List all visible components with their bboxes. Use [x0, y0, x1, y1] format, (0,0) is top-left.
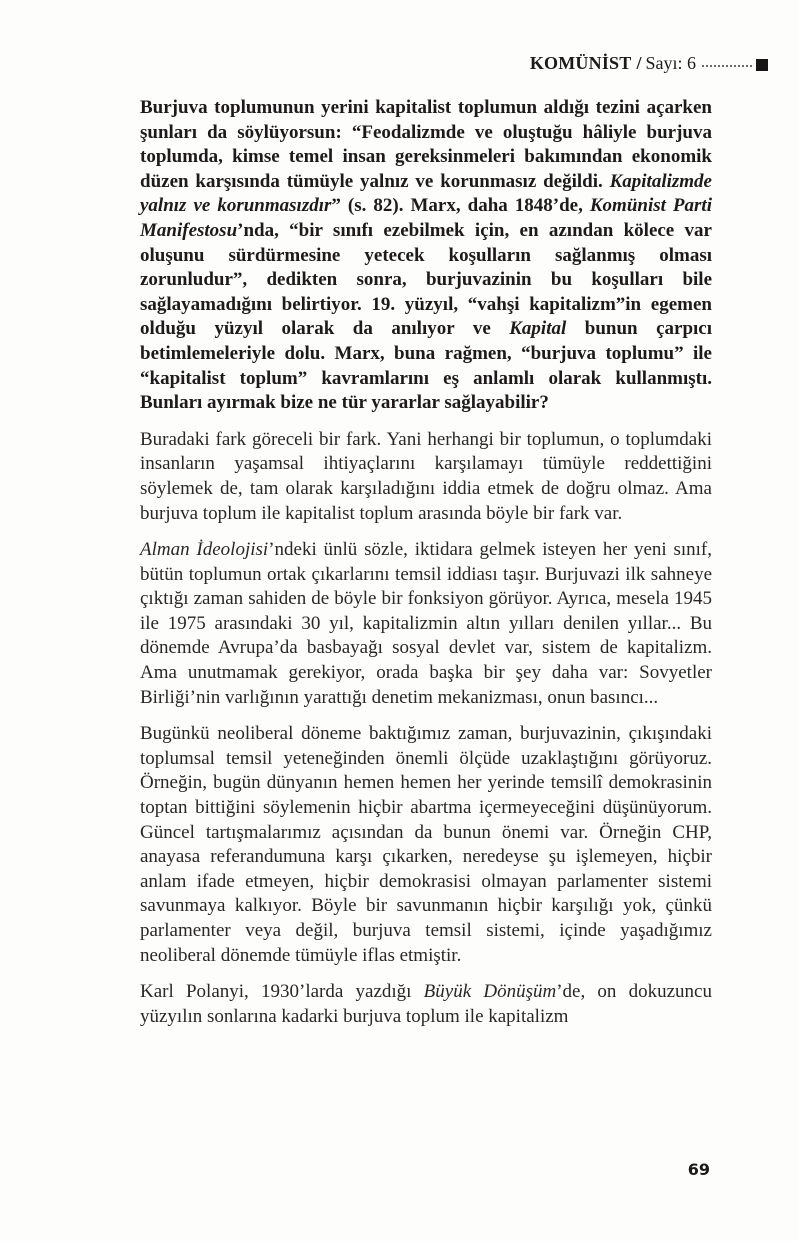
paragraph: [140, 538, 712, 710]
text-segment: ’de, on dokuzuncu yüzyılın sonlarına kadarki burjuva toplum ile kapitalizm: [140, 981, 712, 1027]
text-segment: bunun çarpıcı betimlemeleriyle dolu. Marx, buna rağmen, “burjuva toplumu” ile “kapitalist toplum” kavramlarını eş anlamlı olarak kullanmıştı. Bunları ayırmak bize ne tür yararlar sağlayabilir?: [140, 318, 713, 414]
text-segment: ” (s. 82). Marx, daha 1848’de,: [331, 195, 590, 217]
text-segment: Komünist Parti Manifestosu: [140, 195, 712, 241]
text-segment: Kapital: [509, 318, 567, 340]
text-segment: Bugünkü neoliberal döneme baktığımız zaman, burjuvazinin, çıkışındaki toplumsal temsil yeteneğinden önemli ölçüde uzaklaştığını görüyoruz. Örneğin, bugün dünyanın hemen hemen her yerinde temsilî demokrasinin toptan bittiğini söylemenin hiçbir abartma içermeyeceğini düşünüyorum. Güncel tartışmalarımız açısından da bunun önemi var. Örneğin CHP, anayasa referandumuna karşı çıkarken, neredeyse şu işlemeyen, hiçbir anlam ifade etmeyen, hiçbir demokrasisi olmayan parlamenter sistemi savunmaya kalkıyor. Böyle bir savunmanın hiçbir karşılığı yok, çünkü parlamenter veya değil, burjuva temsil sistemi, içinde yaşadığımız neoliberal dönemde tümüyle iflas etmiştir.: [140, 723, 712, 966]
text-segment: Buradaki fark göreceli bir fark. Yani herhangi bir toplumun, o toplumdaki insanların yaşamsal ihtiyaçlarını karşılamayı tümüyle reddettiğini söylemek de, tam olarak karşıladığını iddia etmek de doğru olmaz. Ama burjuva toplum ile kapitalist toplum arasında böyle bir fark var.: [140, 428, 712, 524]
black-square-icon: [756, 59, 768, 71]
text-segment: Karl Polanyi, 1930’larda yazdığı: [140, 981, 424, 1003]
text-segment: Kapitalizmde yalnız ve korunmasızdır: [140, 170, 712, 217]
text-segment: ’ndeki ünlü sözle, iktidara gelmek isteyen her yeni sınıf, bütün toplumun ortak çıkarlarını temsil iddiası taşır. Burjuvazi ilk sahneye çıktığı zaman sahiden de böyle bir fonksiyon görüyor. Ayrıca, mesela 1945 ile 1975 arasındaki 30 yıl, kapitalizmin altın yılları denilen yıllar... Bu dönemde Avrupa’da basbayağı sosyal devlet var, sistem de kapitalizm. Ama unutmamak gerekiyor, orada başka bir şey daha var: Sovyetler Birliği’nin varlığının yarattığı denetim mekanizması, onun basıncı...: [140, 539, 712, 708]
text-segment: Alman İdeolojisi: [140, 539, 269, 561]
dotted-rule: [702, 65, 752, 67]
text-segment: Büyük Dönüşüm: [423, 981, 557, 1003]
page-number: 69: [687, 1160, 710, 1179]
issue-number: Sayı: 6: [645, 53, 696, 73]
running-header: [530, 52, 768, 74]
text-segment: ’nda, “bir sınıfı ezebilmek için, en azından kölece var oluşunu sürdürmesine yetecek koşulların sağlanmış olması zorunludur”, dedikten sonra, burjuvazinin bu koşulları bile sağlayamadığını belirtiyor. 19. yüzyıl, “vahşi kapitalizm”in egemen olduğu yüzyıl olarak da anılıyor ve: [140, 219, 712, 340]
text-segment: Burjuva toplumunun yerini kapitalist toplumun aldığı tezini açarken şunları da söylüyorsun: “Feodalizmde ve oluştuğu hâliyle burjuva toplumda, kimse temel insan gereksinmeleri bakımından ekonomik düzen karşısında tümüyle yalnız ve korunmasız değildi.: [140, 97, 712, 192]
paragraph: [140, 722, 712, 968]
paragraph: [140, 980, 712, 1029]
journal-title: KOMÜNİST: [529, 53, 632, 73]
article-body: [140, 96, 712, 1041]
paragraph: [140, 96, 712, 416]
paragraph: [140, 428, 712, 526]
header-separator: /: [636, 53, 642, 73]
